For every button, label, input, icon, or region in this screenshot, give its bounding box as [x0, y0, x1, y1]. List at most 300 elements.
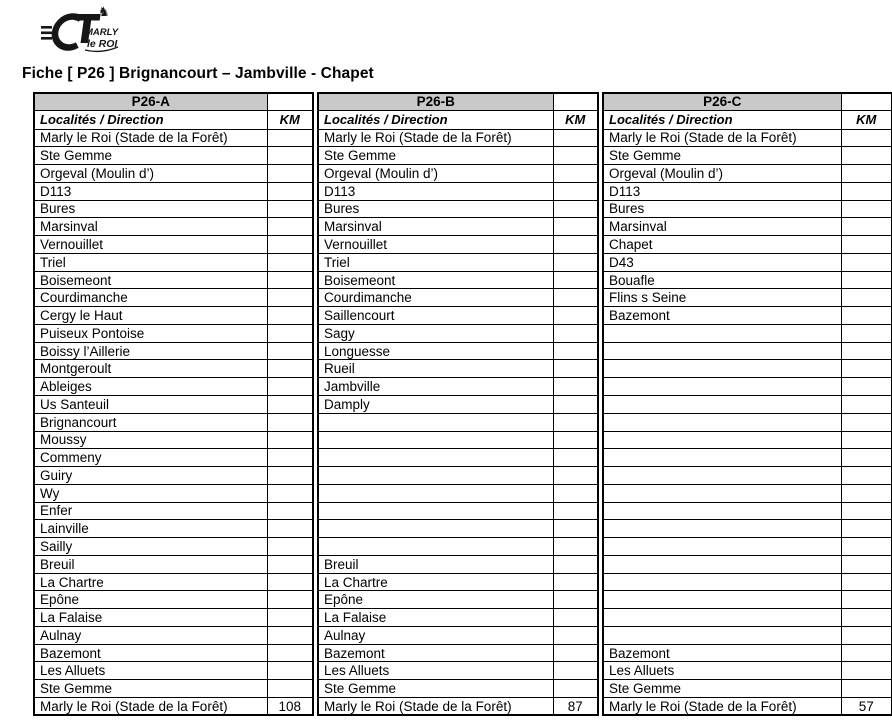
locality-cell: Ste Gemme — [603, 680, 841, 698]
locality-cell: Bures — [318, 200, 553, 218]
table-row — [318, 129, 598, 147]
table-row — [34, 324, 313, 342]
column-header-localites: Localités / Direction — [603, 110, 841, 129]
table-row — [603, 307, 892, 325]
km-cell — [267, 182, 313, 200]
route-table-p26-b — [317, 92, 599, 716]
table-row — [318, 324, 598, 342]
km-cell: 108 — [267, 698, 313, 716]
table-row — [34, 342, 313, 360]
locality-cell: Courdimanche — [318, 289, 553, 307]
table-row — [34, 147, 313, 165]
table-row — [603, 449, 892, 467]
locality-cell: Ste Gemme — [603, 147, 841, 165]
km-cell — [267, 413, 313, 431]
km-cell: 87 — [553, 698, 598, 716]
km-cell — [553, 129, 598, 147]
km-cell — [267, 626, 313, 644]
km-cell — [267, 165, 313, 183]
locality-cell — [603, 467, 841, 485]
table-row — [34, 360, 313, 378]
table-row — [603, 662, 892, 680]
locality-cell: Ableiges — [34, 378, 267, 396]
km-cell — [841, 200, 892, 218]
km-cell — [267, 591, 313, 609]
table-row — [603, 680, 892, 698]
locality-cell: Marsinval — [318, 218, 553, 236]
table-row — [603, 342, 892, 360]
km-cell — [553, 538, 598, 556]
km-cell — [841, 413, 892, 431]
locality-cell: Lainville — [34, 520, 267, 538]
column-header-km: KM — [267, 110, 313, 129]
logo-speed-stripe — [41, 37, 52, 40]
table-row — [603, 182, 892, 200]
km-cell — [267, 520, 313, 538]
km-cell — [841, 129, 892, 147]
km-cell — [841, 218, 892, 236]
km-cell — [267, 218, 313, 236]
table-row — [318, 360, 598, 378]
km-cell — [267, 467, 313, 485]
km-cell — [841, 449, 892, 467]
table-row — [603, 289, 892, 307]
section-header-p26-b: P26-B — [318, 93, 553, 110]
route-rows-p26-c — [603, 129, 892, 715]
km-cell — [267, 360, 313, 378]
locality-cell: Flins s Seine — [603, 289, 841, 307]
table-row — [34, 129, 313, 147]
km-cell — [553, 644, 598, 662]
column-header-row — [318, 110, 598, 129]
table-row — [318, 591, 598, 609]
table-row — [318, 484, 598, 502]
table-row — [603, 431, 892, 449]
table-row — [318, 378, 598, 396]
locality-cell — [603, 360, 841, 378]
section-header-row — [318, 93, 598, 110]
table-row — [34, 378, 313, 396]
locality-cell: La Chartre — [318, 573, 553, 591]
table-row — [318, 626, 598, 644]
km-cell — [267, 644, 313, 662]
km-cell — [267, 573, 313, 591]
table-row — [318, 165, 598, 183]
locality-cell: Triel — [34, 253, 267, 271]
locality-cell: Marly le Roi (Stade de la Forêt) — [603, 698, 841, 716]
table-row — [34, 165, 313, 183]
km-cell — [841, 236, 892, 254]
table-row — [318, 236, 598, 254]
locality-cell — [603, 413, 841, 431]
table-row — [603, 236, 892, 254]
locality-cell: Sagy — [318, 324, 553, 342]
table-row — [34, 200, 313, 218]
table-row — [34, 555, 313, 573]
locality-cell: Montgeroult — [34, 360, 267, 378]
km-cell — [267, 129, 313, 147]
locality-cell: Moussy — [34, 431, 267, 449]
km-cell — [267, 378, 313, 396]
locality-cell: Ste Gemme — [318, 680, 553, 698]
locality-cell: Sailly — [34, 538, 267, 556]
locality-cell — [603, 538, 841, 556]
table-row — [603, 147, 892, 165]
table-row — [603, 413, 892, 431]
table-row — [318, 395, 598, 413]
km-cell — [553, 253, 598, 271]
km-cell — [553, 182, 598, 200]
locality-cell: Marly le Roi (Stade de la Forêt) — [34, 698, 267, 716]
km-cell — [841, 431, 892, 449]
km-cell — [267, 236, 313, 254]
table-row — [603, 538, 892, 556]
km-cell — [841, 289, 892, 307]
locality-cell: D113 — [34, 182, 267, 200]
locality-cell: Triel — [318, 253, 553, 271]
locality-cell — [603, 395, 841, 413]
locality-cell: Marly le Roi (Stade de la Forêt) — [34, 129, 267, 147]
km-cell — [841, 538, 892, 556]
locality-cell — [318, 520, 553, 538]
table-row — [34, 698, 313, 716]
table-row — [318, 502, 598, 520]
km-cell — [841, 609, 892, 627]
column-header-row — [603, 110, 892, 129]
table-row — [318, 555, 598, 573]
table-row — [603, 573, 892, 591]
table-row — [34, 502, 313, 520]
km-cell — [553, 147, 598, 165]
locality-cell: Breuil — [318, 555, 553, 573]
km-cell — [267, 538, 313, 556]
locality-cell: Courdimanche — [34, 289, 267, 307]
locality-cell: Marly le Roi (Stade de la Forêt) — [318, 698, 553, 716]
table-row — [34, 218, 313, 236]
table-row — [603, 395, 892, 413]
km-cell — [267, 271, 313, 289]
locality-cell: Aulnay — [34, 626, 267, 644]
locality-cell — [603, 502, 841, 520]
km-cell — [841, 324, 892, 342]
table-row — [318, 182, 598, 200]
locality-cell: Bures — [34, 200, 267, 218]
locality-cell: Marly le Roi (Stade de la Forêt) — [318, 129, 553, 147]
locality-cell: Vernouillet — [318, 236, 553, 254]
km-cell — [267, 342, 313, 360]
locality-cell — [318, 538, 553, 556]
locality-cell: Chapet — [603, 236, 841, 254]
table-row — [318, 218, 598, 236]
locality-cell — [603, 609, 841, 627]
km-cell — [267, 431, 313, 449]
table-row — [318, 662, 598, 680]
locality-cell: Bazemont — [34, 644, 267, 662]
locality-cell — [318, 484, 553, 502]
section-header-km-spacer — [267, 93, 313, 110]
section-header-p26-a: P26-A — [34, 93, 267, 110]
km-cell — [841, 502, 892, 520]
locality-cell: Jambville — [318, 378, 553, 396]
locality-cell: Bazemont — [603, 307, 841, 325]
locality-cell — [318, 467, 553, 485]
km-cell — [553, 591, 598, 609]
table-row — [603, 165, 892, 183]
km-cell — [267, 307, 313, 325]
locality-cell: Bouafle — [603, 271, 841, 289]
section-header-km-spacer — [841, 93, 892, 110]
table-row — [318, 200, 598, 218]
table-row — [34, 680, 313, 698]
locality-cell: Les Alluets — [34, 662, 267, 680]
table-row — [318, 680, 598, 698]
locality-cell: La Falaise — [318, 609, 553, 627]
table-row — [34, 467, 313, 485]
km-cell — [841, 360, 892, 378]
logo-text-marly: MARLY — [85, 27, 119, 38]
locality-cell: Marly le Roi (Stade de la Forêt) — [603, 129, 841, 147]
table-row — [34, 484, 313, 502]
km-cell — [267, 555, 313, 573]
km-cell — [267, 662, 313, 680]
km-cell — [841, 395, 892, 413]
locality-cell: Epône — [34, 591, 267, 609]
locality-cell — [603, 431, 841, 449]
locality-cell: Enfer — [34, 502, 267, 520]
locality-cell: Orgeval (Moulin d’) — [603, 165, 841, 183]
table-row — [603, 467, 892, 485]
locality-cell: Brignancourt — [34, 413, 267, 431]
table-row — [34, 431, 313, 449]
km-cell — [553, 662, 598, 680]
locality-cell: Breuil — [34, 555, 267, 573]
km-cell — [553, 395, 598, 413]
km-cell — [553, 609, 598, 627]
table-row — [318, 573, 598, 591]
km-cell — [267, 502, 313, 520]
km-cell — [553, 218, 598, 236]
table-row — [603, 218, 892, 236]
route-tables — [33, 92, 892, 716]
table-row — [34, 626, 313, 644]
locality-cell: Ste Gemme — [34, 147, 267, 165]
locality-cell: Bures — [603, 200, 841, 218]
table-row — [34, 609, 313, 627]
club-logo-graphic — [38, 4, 126, 58]
table-row — [603, 626, 892, 644]
table-row — [318, 342, 598, 360]
locality-cell: Ste Gemme — [318, 147, 553, 165]
km-cell — [553, 236, 598, 254]
locality-cell: Bazemont — [603, 644, 841, 662]
table-row — [318, 644, 598, 662]
table-row — [318, 271, 598, 289]
km-cell — [841, 307, 892, 325]
km-cell — [553, 680, 598, 698]
km-cell — [267, 147, 313, 165]
column-header-row — [34, 110, 313, 129]
route-rows-p26-a — [34, 129, 313, 715]
table-row — [34, 307, 313, 325]
km-cell — [553, 360, 598, 378]
km-cell — [841, 662, 892, 680]
km-cell — [267, 289, 313, 307]
table-row — [603, 698, 892, 716]
km-cell — [553, 484, 598, 502]
km-cell — [841, 680, 892, 698]
locality-cell: Saillencourt — [318, 307, 553, 325]
table-row — [34, 449, 313, 467]
table-row — [318, 449, 598, 467]
table-row — [34, 573, 313, 591]
km-cell — [553, 324, 598, 342]
section-header-row — [34, 93, 313, 110]
table-row — [603, 253, 892, 271]
table-row — [603, 520, 892, 538]
locality-cell: Les Alluets — [318, 662, 553, 680]
km-cell: 57 — [841, 698, 892, 716]
km-cell — [841, 467, 892, 485]
locality-cell: D43 — [603, 253, 841, 271]
km-cell — [841, 378, 892, 396]
table-row — [603, 555, 892, 573]
locality-cell — [603, 324, 841, 342]
locality-cell — [603, 520, 841, 538]
locality-cell — [318, 431, 553, 449]
km-cell — [267, 484, 313, 502]
km-cell — [553, 520, 598, 538]
km-cell — [553, 431, 598, 449]
km-cell — [553, 165, 598, 183]
page-title: Fiche [ P26 ] Brignancourt – Jambville - Chapet — [22, 65, 374, 82]
km-cell — [267, 253, 313, 271]
locality-cell — [603, 342, 841, 360]
km-cell — [553, 413, 598, 431]
locality-cell: Damply — [318, 395, 553, 413]
route-table-p26-c — [602, 92, 892, 716]
table-row — [318, 698, 598, 716]
table-row — [603, 129, 892, 147]
locality-cell: Marsinval — [34, 218, 267, 236]
table-row — [318, 467, 598, 485]
km-cell — [841, 484, 892, 502]
route-rows-p26-b — [318, 129, 598, 715]
locality-cell: Boissy l’Aillerie — [34, 342, 267, 360]
locality-cell: Us Santeuil — [34, 395, 267, 413]
locality-cell: Marsinval — [603, 218, 841, 236]
locality-cell: Epône — [318, 591, 553, 609]
column-header-localites: Localités / Direction — [318, 110, 553, 129]
locality-cell: Orgeval (Moulin d’) — [318, 165, 553, 183]
column-header-km: KM — [553, 110, 598, 129]
km-cell — [553, 467, 598, 485]
section-header-row — [603, 93, 892, 110]
km-cell — [841, 342, 892, 360]
table-row — [318, 609, 598, 627]
km-cell — [841, 147, 892, 165]
table-row — [34, 538, 313, 556]
km-cell — [553, 449, 598, 467]
km-cell — [841, 644, 892, 662]
table-row — [34, 289, 313, 307]
km-cell — [267, 324, 313, 342]
km-cell — [841, 182, 892, 200]
km-cell — [553, 200, 598, 218]
locality-cell — [603, 378, 841, 396]
km-cell — [267, 200, 313, 218]
locality-cell: Cergy le Haut — [34, 307, 267, 325]
table-row — [34, 182, 313, 200]
table-row — [318, 147, 598, 165]
km-cell — [267, 395, 313, 413]
logo-speed-stripe — [41, 32, 52, 35]
km-cell — [553, 378, 598, 396]
km-cell — [553, 307, 598, 325]
km-cell — [553, 626, 598, 644]
table-row — [318, 413, 598, 431]
km-cell — [841, 165, 892, 183]
locality-cell: Wy — [34, 484, 267, 502]
table-row — [318, 253, 598, 271]
locality-cell — [603, 591, 841, 609]
locality-cell — [603, 573, 841, 591]
locality-cell: D113 — [318, 182, 553, 200]
locality-cell: Bazemont — [318, 644, 553, 662]
locality-cell: Rueil — [318, 360, 553, 378]
table-row — [34, 395, 313, 413]
table-row — [603, 324, 892, 342]
table-row — [603, 502, 892, 520]
route-table-p26-a — [33, 92, 314, 716]
locality-cell: Commeny — [34, 449, 267, 467]
km-cell — [267, 680, 313, 698]
table-row — [603, 360, 892, 378]
logo-text-leroi: le ROI — [87, 38, 118, 50]
section-header-km-spacer — [553, 93, 598, 110]
km-cell — [841, 271, 892, 289]
table-row — [318, 307, 598, 325]
km-cell — [841, 555, 892, 573]
locality-cell — [603, 449, 841, 467]
table-row — [34, 236, 313, 254]
km-cell — [553, 502, 598, 520]
locality-cell: Longuesse — [318, 342, 553, 360]
table-row — [603, 200, 892, 218]
locality-cell: Boisemeont — [34, 271, 267, 289]
table-row — [34, 644, 313, 662]
locality-cell — [318, 502, 553, 520]
km-cell — [553, 289, 598, 307]
table-row — [603, 644, 892, 662]
locality-cell: La Falaise — [34, 609, 267, 627]
horse-rider-icon: ♞ — [98, 4, 110, 19]
section-header-p26-c: P26-C — [603, 93, 841, 110]
table-row — [603, 378, 892, 396]
table-row — [34, 591, 313, 609]
locality-cell: Aulnay — [318, 626, 553, 644]
table-row — [603, 609, 892, 627]
km-cell — [841, 520, 892, 538]
km-cell — [553, 573, 598, 591]
locality-cell: Vernouillet — [34, 236, 267, 254]
km-cell — [267, 609, 313, 627]
km-cell — [553, 342, 598, 360]
locality-cell — [603, 484, 841, 502]
locality-cell — [318, 449, 553, 467]
table-row — [34, 253, 313, 271]
locality-cell: Orgeval (Moulin d’) — [34, 165, 267, 183]
km-cell — [553, 271, 598, 289]
